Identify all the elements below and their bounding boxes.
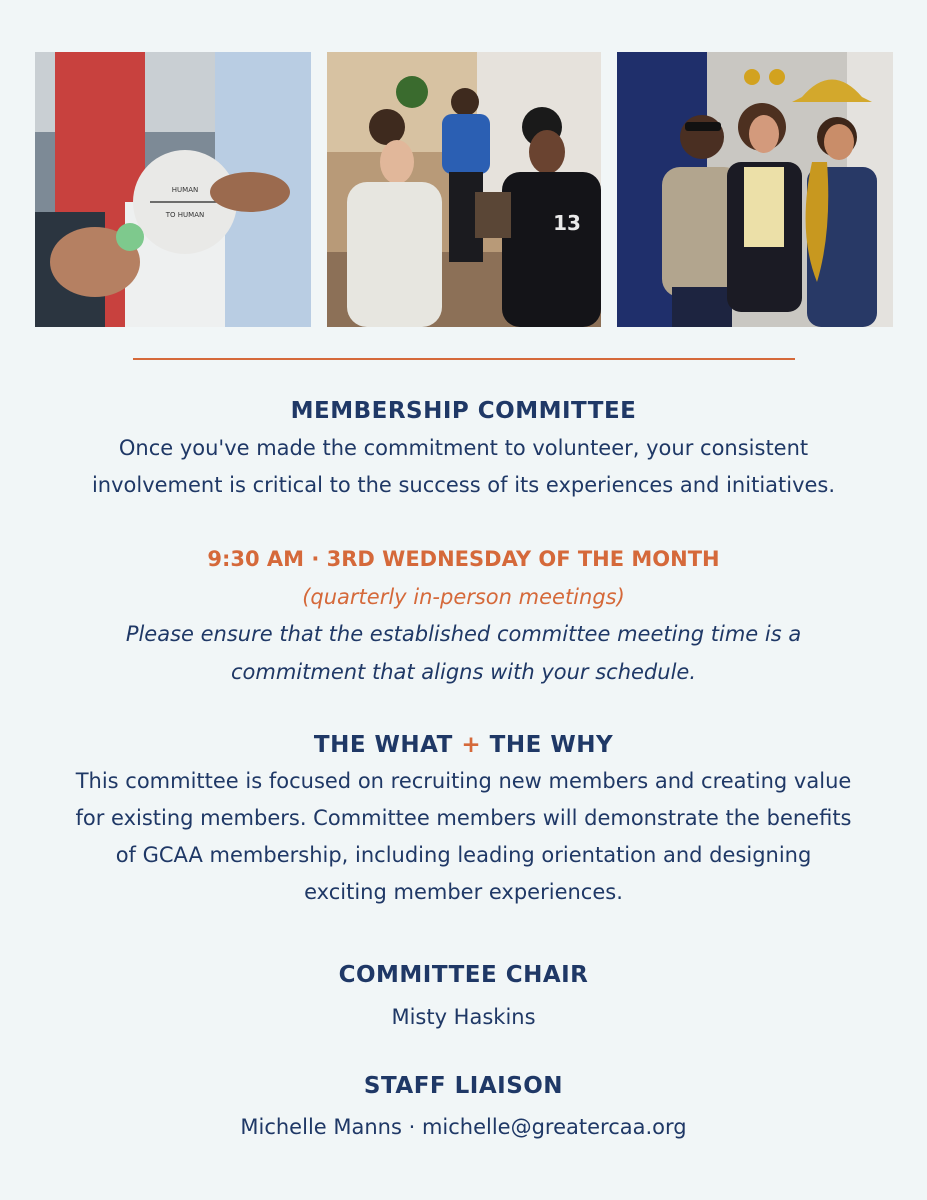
- committee-info: [0, 393, 927, 1145]
- liaison-contact: Michelle Manns · michelle@greatercaa.org: [240, 1115, 687, 1139]
- meeting-note: (quarterly in-person meetings): [302, 585, 625, 609]
- chair-title: COMMITTEE CHAIR: [338, 962, 589, 988]
- what-why-body: [0, 763, 927, 911]
- liaison-title: STAFF LIAISON: [363, 1073, 564, 1099]
- why-label: THE WHY: [489, 732, 614, 758]
- what-label: THE WHAT: [313, 732, 453, 758]
- card-text-bottom: TO HUMAN: [165, 211, 205, 219]
- event-photo-costume-group: [617, 52, 893, 327]
- section-divider: [133, 358, 795, 360]
- committee-intro: [0, 430, 927, 504]
- plus-sign: +: [461, 732, 482, 758]
- what-why-title: [0, 727, 927, 763]
- chair-name: Misty Haskins: [391, 1005, 536, 1029]
- meeting-schedule: 9:30 AM · 3RD WEDNESDAY OF THE MONTH: [207, 547, 720, 571]
- body-line: This committee is focused on recruiting new members and creating value: [75, 769, 852, 793]
- committee-title: MEMBERSHIP COMMITTEE: [290, 398, 637, 424]
- reminder-line: commitment that aligns with your schedule.: [231, 660, 696, 684]
- body-line: of GCAA membership, including leading orientation and designing: [115, 843, 812, 867]
- reminder-line: Please ensure that the established committee meeting time is a: [125, 622, 802, 646]
- body-line: for existing members. Committee members will demonstrate the benefits: [75, 806, 852, 830]
- jersey-number: 13: [553, 211, 581, 235]
- body-line: exciting member experiences.: [304, 880, 623, 904]
- meeting-reminder: [0, 615, 927, 691]
- intro-line: Once you've made the commitment to volunteer, your consistent: [118, 436, 809, 460]
- card-text-top: HUMAN: [171, 186, 199, 194]
- intro-line: involvement is critical to the success of its experiences and initiatives.: [91, 473, 836, 497]
- event-photo-women-chatting: [327, 52, 601, 327]
- event-photo-human-card: [35, 52, 311, 327]
